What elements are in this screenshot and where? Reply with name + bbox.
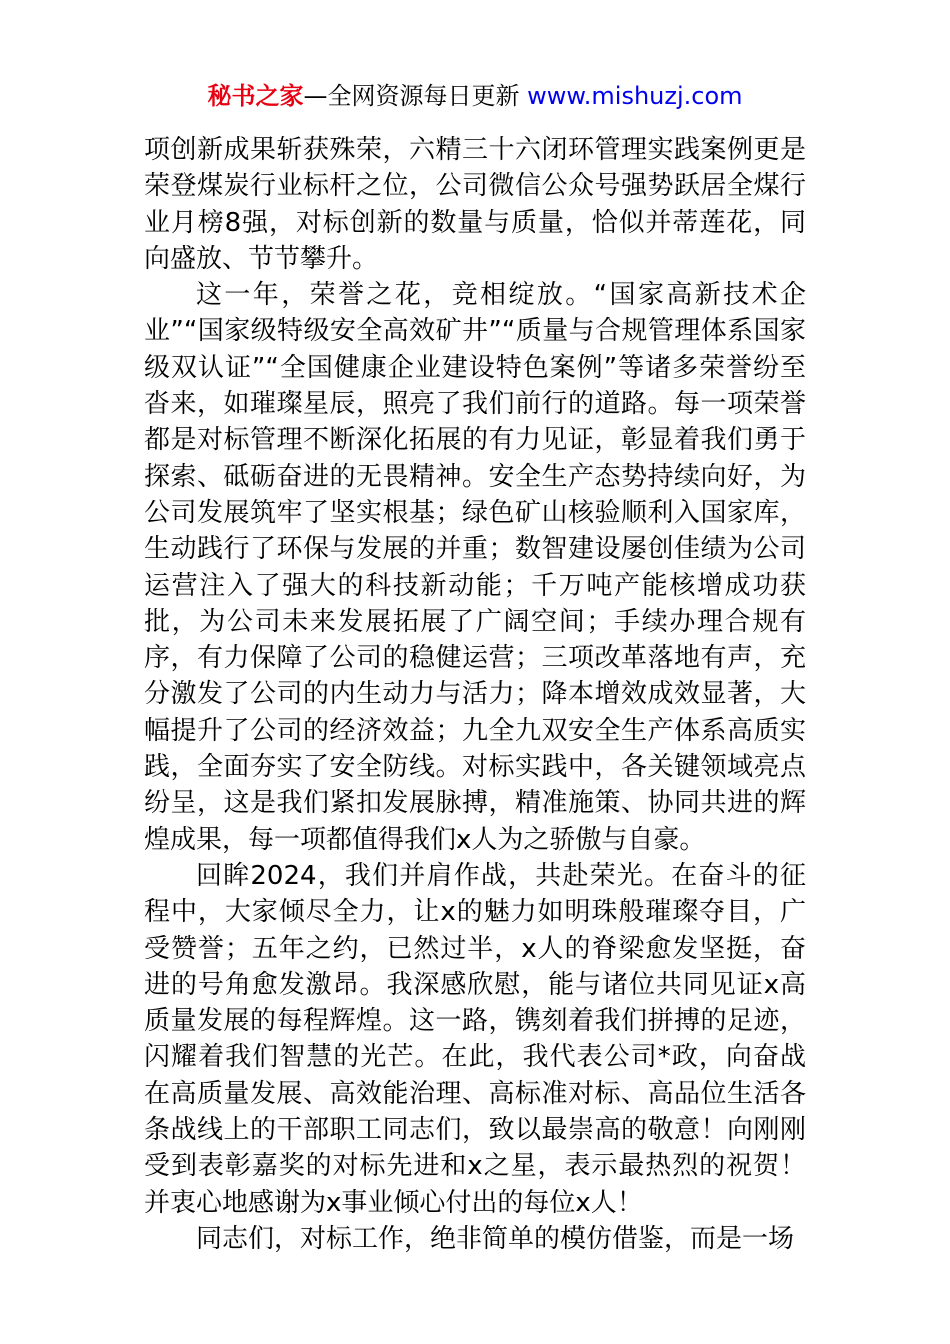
document-body (144, 132, 806, 1257)
paragraph-continued: 项创新成果斩获殊荣，六精三十六闭环管理实践案例更是荣登煤炭行业标杆之位，公司微信公众号强势跃居全煤行业月榜8强，对标创新的数量与质量，恰似并蒂莲花，同向盛放、节节攀升。 (144, 135, 806, 274)
paragraph-comrades: 同志们，对标工作，绝非简单的模仿借鉴，而是一场 (196, 1223, 795, 1254)
paragraph-honors: 这一年，荣誉之花，竞相绽放。“国家高新技术企业”“国家级特级安全高效矿井”“质量与合规管理体系国家级双认证”“全国健康企业建设特色案例”等诸多荣誉纷至沓来，如璀璨星辰，照亮了我们前行的道路。每一项荣誉都是对标管理不断深化拓展的有力见证，彰显着我们勇于探索、砥砺奋进的无畏精神。安全生产态势持续向好，为公司发展筑牢了坚实根基；绿色矿山核验顺利入国家库，生动践行了环保与发展的并重；数智建设屡创佳绩为公司运营注入了强大的科技新动能；千万吨产能核增成功获批，为公司未来发展拓展了广阔空间；手续办理合规有序，有力保障了公司的稳健运营；三项改革落地有声，充分激发了公司的内生动力与活力；降本增效成效显著，大幅提升了公司的经济效益；九全九双安全生产体系高质实践，全面夯实了安全防线。对标实践中，各关键领域亮点纷呈，这是我们紧扣发展脉搏，精准施策、协同共进的辉煌成果，每一项都值得我们x人为之骄傲与自豪。 (144, 280, 806, 855)
header-tagline: —全网资源每日更新 (303, 82, 528, 110)
header-brand: 秘书之家 (207, 82, 304, 110)
header-url[interactable]: www.mishuzj.com (527, 82, 743, 110)
paragraph-review-2024: 回眸2024，我们并肩作战，共赴荣光。在奋斗的征程中，大家倾尽全力，让x的魅力如明珠般璀璨夺目，广受赞誉；五年之约，已然过半，x人的脊梁愈发坚挺，奋进的号角愈发激昂。我深感欣慰，能与诸位共同见证x高质量发展的每程辉煌。这一路，镌刻着我们拼搏的足迹，闪耀着我们智慧的光芒。在此，我代表公司*政，向奋战在高质量发展、高效能治理、高标准对标、高品位生活各条战线上的干部职工同志们，致以最崇高的敬意！向刚刚受到表彰嘉奖的对标先进和x之星，表示最热烈的祝贺！并衷心地感谢为x事业倾心付出的每位x人！ (144, 860, 806, 1218)
page-header (0, 78, 950, 114)
